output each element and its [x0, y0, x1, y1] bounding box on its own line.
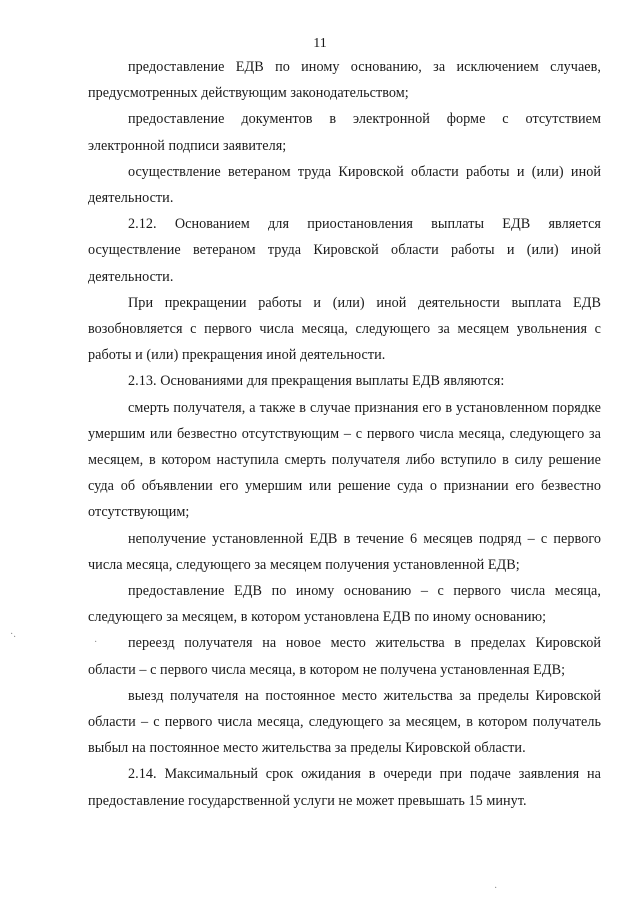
scan-artifact-mark: · — [94, 637, 98, 648]
paragraph-resumption: При прекращении работы и (или) иной деятельности выплата ЕДВ возобновляется с первого числа месяца, следующего за месяцем увольнения с работы и (или) прекращения иной деятельности. — [88, 294, 601, 364]
scan-artifact-mark: · — [494, 883, 498, 894]
paragraph-2-14-waiting-time: 2.14. Максимальный срок ожидания в очереди при подаче заявления на предоставление государственной услуги не может превышать 15 минут. — [88, 766, 601, 809]
paragraph-non-receipt-6-months: неполучение установленной ЕДВ в течение 6 месяцев подряд – с первого числа месяца, следующего за месяцем получения установленной ЕДВ; — [88, 530, 601, 573]
page-number: 11 — [313, 36, 327, 51]
paragraph-veteran-working: осуществление ветераном труда Кировской области работы и (или) иной деятельности. — [88, 163, 601, 207]
document-body — [88, 54, 601, 814]
paragraph-no-e-signature: предоставление документов в электронной форме с отсутствием электронной подписи заявителя; — [88, 111, 601, 154]
paragraph-relocation-outside-region: выезд получателя на постоянное место жительства за пределы Кировской области – с первого числа месяца, следующего за месяцем, в котором получатель выбыл на постоянное место жительства за пределы Кировской области. — [88, 687, 601, 757]
scan-artifact-mark: ·. — [10, 629, 16, 640]
paragraph-alt-basis-exception: предоставление ЕДВ по иному основанию, за исключением случаев, предусмотренных действующим законодательством; — [88, 59, 601, 102]
paragraph-death-of-recipient: смерть получателя, а также в случае признания его в установленном порядке умершим или безвестно отсутствующим – с первого числа месяца, следующего за месяцем, в котором наступила смерть получателя либо вступило в силу решение суда об объявлении его умершим или решение суда о признании его безвестно отсутствующим; — [88, 399, 601, 521]
paragraph-2-13-termination: 2.13. Основаниями для прекращения выплаты ЕДВ являются: — [128, 373, 505, 390]
paragraph-relocation-within-region: переезд получателя на новое место жительства в пределах Кировской области – с первого числа месяца, в котором не получена установленная ЕДВ; — [88, 635, 601, 678]
paragraph-alt-basis-termination: предоставление ЕДВ по иному основанию – с первого числа месяца, следующего за месяцем, в котором установлена ЕДВ по иному основанию; — [88, 583, 601, 626]
paragraph-2-12-suspension: 2.12. Основанием для приостановления выплаты ЕДВ является осуществление ветераном труда Кировской области работы и (или) иной деятельности. — [88, 216, 601, 285]
